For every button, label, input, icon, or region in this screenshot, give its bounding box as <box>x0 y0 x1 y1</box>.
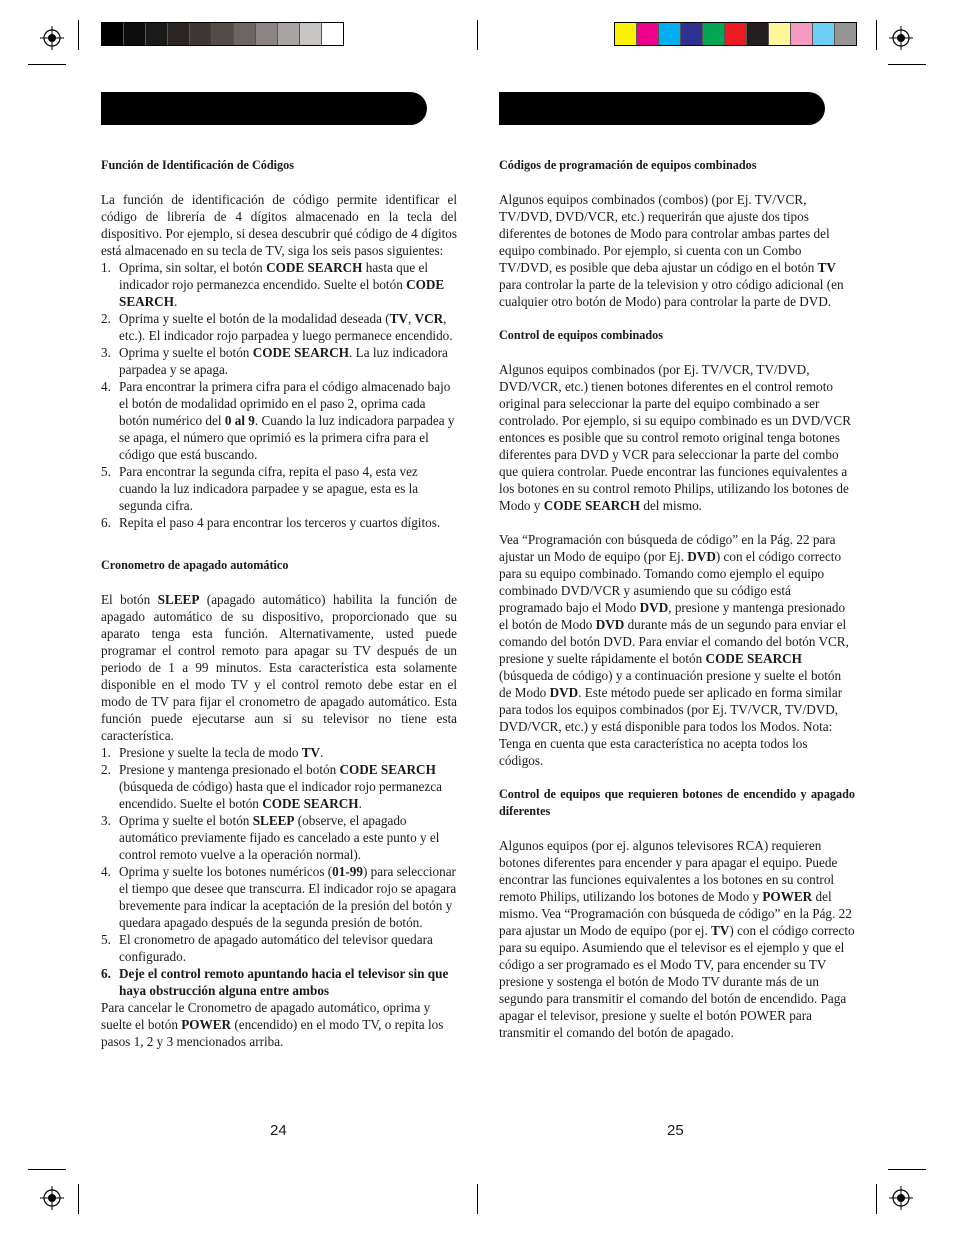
sleep-timer-steps <box>101 744 457 999</box>
section-title-combo-codes: Códigos de programación de equipos combinados <box>499 158 757 172</box>
color-swatch <box>211 23 233 45</box>
code-id-steps <box>101 259 457 531</box>
step-number: 2. <box>101 762 111 777</box>
code-id-step <box>101 310 457 344</box>
sleep-timer-step <box>101 931 457 965</box>
color-swatch <box>746 23 768 45</box>
cmyk-color-bar <box>614 22 857 46</box>
crop-mark <box>78 20 79 50</box>
step-text: Presione y mantenga presionado el botón CODE SEARCH (búsqueda de código) hasta que el indicador rojo permanezca encendido. Suelte el botón CODE SEARCH. <box>119 762 442 811</box>
code-id-intro: La función de identificación de código permite identificar el código de librería de 4 dígitos almacenado en la tecla del dispositivo. Por ejemplo, si desea descubrir qué código de 4 dígitos está almacenado en su tecla de TV, siga los seis pasos siguientes: <box>101 192 457 258</box>
color-swatch <box>615 23 636 45</box>
registration-mark-top-left-icon <box>40 26 64 50</box>
combo-control-body-1: Algunos equipos combinados (por Ej. TV/VCR, TV/DVD, DVD/VCR, etc.) tienen botones diferentes en el control remoto original para seleccionar la parte del equipo combinado a ser controlado. Por ejemplo, si su equipo combinado es un DVD/VCR entonces es posible que su control remoto original tenga botones diferentes para DVD y VCR para seleccionar la parte del combo que quiera controlar. Puede encontrar las funciones equivalentes a los botones en su control remoto Philips, utilizando los botones de Modo y CODE SEARCH del mismo. <box>499 362 851 513</box>
grayscale-color-bar <box>101 22 344 46</box>
sleep-timer-step <box>101 761 457 812</box>
step-number: 6. <box>101 966 111 981</box>
code-id-step <box>101 463 457 514</box>
section-title-sleep-timer: Cronometro de apagado automático <box>101 558 289 572</box>
color-swatch <box>768 23 790 45</box>
sleep-timer-intro: El botón SLEEP (apagado automático) habilita la función de apagado automático de su dispositivo, proporcionado que su aparato tenga esta función. Alternativamente, usted puede programar el control remoto para apagar su TV después de un periodo de 1 a 99 minutos. Esta característica esta solamente disponible en el modo TV y el control remoto debe estar en el modo de TV para fijar el cronometro de apagado automático. Esta función puede ejecutarse aun si su televisor no tiene esta característica. <box>101 592 458 743</box>
page-number-right: 25 <box>667 1122 684 1139</box>
color-swatch <box>790 23 812 45</box>
registration-mark-top-right-icon <box>889 26 913 50</box>
step-text: Deje el control remoto apuntando hacia el televisor sin que haya obstrucción alguna entre ambos <box>119 966 449 998</box>
combo-codes-body: Algunos equipos combinados (combos) (por Ej. TV/VCR, TV/DVD, DVD/VCR, etc.) requerirán que ajuste dos tipos diferentes de botones de Modo para controlar ambas partes del equipo combinado. Por ejemplo, si cuenta con un Combo TV/DVD, es posible que deba ajustar un código en el botón TV para controlar la parte de la television y otro código adicional (en cualquier otro botón de Modo) para controlar la parte de DVD. <box>499 192 844 309</box>
color-swatch <box>812 23 834 45</box>
step-text: Para encontrar la primera cifra para el código almacenado bajo el botón de modalidad oprimido en el paso 2, oprima cada botón numérico del 0 al 9. Cuando la luz indicadora parpadea y se apaga, el número que oprimió es la primera cifra para el código que está buscando. <box>119 379 455 462</box>
color-swatch <box>102 23 123 45</box>
step-number: 5. <box>101 464 111 479</box>
color-swatch <box>724 23 746 45</box>
left-column <box>101 157 457 1050</box>
step-number: 3. <box>101 345 111 360</box>
color-swatch <box>277 23 299 45</box>
color-swatch <box>321 23 343 45</box>
color-swatch <box>145 23 167 45</box>
crop-mark <box>477 1184 478 1214</box>
color-swatch <box>189 23 211 45</box>
header-band-left <box>101 92 427 125</box>
crop-mark <box>28 64 66 65</box>
step-number: 1. <box>101 260 111 275</box>
code-id-step <box>101 378 457 463</box>
step-number: 3. <box>101 813 111 828</box>
section-title-code-id: Función de Identificación de Códigos <box>101 158 294 172</box>
color-swatch <box>702 23 724 45</box>
code-id-step <box>101 514 457 531</box>
code-id-step <box>101 344 457 378</box>
sleep-timer-step <box>101 744 457 761</box>
page-number-left: 24 <box>270 1122 287 1139</box>
color-swatch <box>834 23 856 45</box>
crop-mark <box>78 1184 79 1214</box>
crop-mark <box>888 64 926 65</box>
registration-mark-bottom-right-icon <box>889 1186 913 1210</box>
crop-mark <box>876 1184 877 1214</box>
section-title-power-buttons: Control de equipos que requieren botones de encendido y apagado diferentes <box>499 787 855 818</box>
step-text: Oprima, sin soltar, el botón CODE SEARCH hasta que el indicador rojo permanezca encendido. Suelte el botón CODE SEARCH. <box>119 260 445 309</box>
registration-mark-bottom-left-icon <box>40 1186 64 1210</box>
step-text: Oprima y suelte el botón SLEEP (observe, el apagado automático previamente fijado es cancelado a este punto y el control remoto vuelve a la operación normal). <box>119 813 440 862</box>
step-text: Oprima y suelte los botones numéricos (01-99) para seleccionar el tiempo que desee que transcurra. El indicador rojo se apagara brevemente para indicar la aceptación de la presión del botón y quedara apagado después de la segunda presión de botón. <box>119 864 457 930</box>
code-id-step <box>101 259 457 310</box>
step-number: 2. <box>101 311 111 326</box>
color-swatch <box>680 23 702 45</box>
crop-mark <box>477 20 478 50</box>
step-text: Oprima y suelte el botón CODE SEARCH. La luz indicadora parpadea y se apaga. <box>119 345 448 377</box>
step-number: 4. <box>101 864 111 879</box>
color-swatch <box>255 23 277 45</box>
power-buttons-body: Algunos equipos (por ej. algunos televisores RCA) requieren botones diferentes para encender y para apagar el equipo. Puede encontrar las funciones equivalentes a los botones en su control remoto Philips, utilizando los botones de Modo y POWER del mismo. Vea “Programación con búsqueda de código” en la Pág. 22 para ajustar un Modo de equipo (por ej. TV) con el código correcto para su equipo. Asumiendo que el televisor es el ejemplo y que el código a ser programado es el Modo TV, para encender su TV presione y sostenga el botón de Modo TV durante más de un segundo para transmitir el comando del botón de encendido. Paga apagar el televisor, presione y suelte el botón POWER para transmitir el comando del botón de apagado. <box>499 838 855 1040</box>
color-swatch <box>658 23 680 45</box>
header-band-right <box>499 92 825 125</box>
section-title-combo-control: Control de equipos combinados <box>499 328 664 342</box>
step-text: Presione y suelte la tecla de modo TV. <box>119 745 324 760</box>
step-number: 4. <box>101 379 111 394</box>
combo-control-body-2: Vea “Programación con búsqueda de código” en la Pág. 22 para ajustar un Modo de equipo (por Ej. DVD) con el código correcto para su equipo combinado. Tomando como ejemplo el equipo combinado DVD/VCR y asumiendo que su código está programado bajo el Modo DVD, presione y mantenga presionado el botón de Modo DVD durante más de un segundo para enviar el comando del botón DVD. Para enviar el comando del botón VCR, presione y suelte rápidamente el botón CODE SEARCH (búsqueda de código) y a continuación presione y suelte el botón de Modo DVD. Este método puede ser aplicado en forma similar para todos los equipos combinados (por Ej. TV/VCR, TV/DVD, DVD/VCR, etc.) y está disponible para todos los Modos. Nota: Tenga en cuenta que esta característica no acepta todos los códigos. <box>499 532 849 768</box>
right-column <box>499 157 855 1041</box>
color-swatch <box>299 23 321 45</box>
sleep-timer-step <box>101 863 457 931</box>
color-swatch <box>233 23 255 45</box>
step-number: 5. <box>101 932 111 947</box>
step-text: El cronometro de apagado automático del televisor quedara configurado. <box>119 932 433 964</box>
sleep-timer-step <box>101 812 457 863</box>
color-swatch <box>636 23 658 45</box>
step-number: 1. <box>101 745 111 760</box>
sleep-timer-cancel-note: Para cancelar le Cronometro de apagado automático, oprima y suelte el botón POWER (encendido) en el modo TV, o repita los pasos 1, 2 y 3 mencionados arriba. <box>101 1000 444 1049</box>
step-text: Para encontrar la segunda cifra, repita el paso 4, esta vez cuando la luz indicadora parpadee y se apague, esta es la segunda cifra. <box>119 464 419 513</box>
step-text: Oprima y suelte el botón de la modalidad deseada (TV, VCR, etc.). El indicador rojo parpadea y luego permanece encendido. <box>119 311 453 343</box>
color-swatch <box>123 23 145 45</box>
color-swatch <box>167 23 189 45</box>
crop-mark <box>28 1169 66 1170</box>
crop-mark <box>888 1169 926 1170</box>
crop-mark <box>876 20 877 50</box>
step-number: 6. <box>101 515 111 530</box>
sleep-timer-step <box>101 965 457 999</box>
step-text: Repita el paso 4 para encontrar los terceros y cuartos dígitos. <box>119 515 441 530</box>
